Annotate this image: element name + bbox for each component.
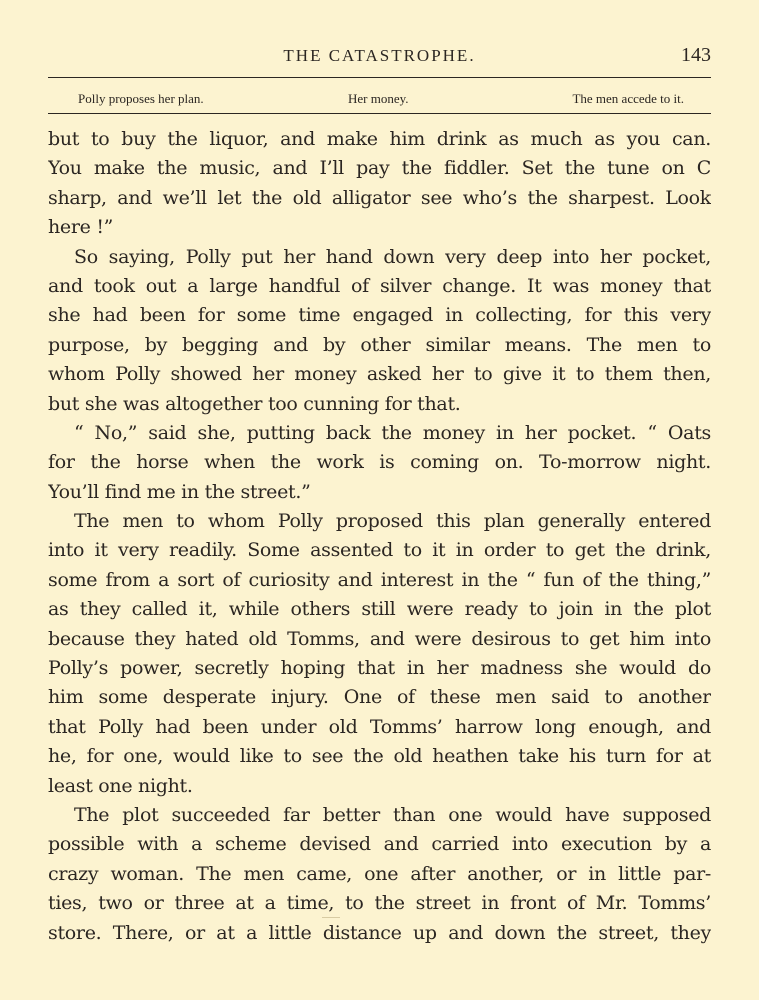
footer-mark [322, 917, 340, 918]
text-line: The plot succeeded far better than one would have supposed [74, 803, 711, 826]
text-line: because they hated old Tomms, and were desirous to get him into [48, 627, 711, 650]
text-line: You’ll find me in the street.” [48, 480, 311, 503]
text-line: and took out a large handful of silver change. It was money that [48, 274, 711, 297]
text-line: him some desperate injury. One of these men said to another [48, 686, 711, 709]
text-line: So saying, Polly put her hand down very deep into her pocket, [74, 245, 711, 268]
body-text [48, 125, 711, 948]
text-line: here !” [48, 216, 114, 239]
side-heading-plan: Polly proposes her plan. [78, 91, 204, 106]
text-line: but to buy the liquor, and make him drink as much as you can. [48, 128, 711, 150]
text-line: whom Polly showed her money asked her to give it to them then, [48, 363, 711, 386]
text-line: but she was altogether too cunning for that. [48, 392, 461, 415]
text-line: least one night. [48, 774, 193, 797]
text-line: crazy woman. The men came, one after another, or in little par- [48, 862, 711, 885]
text-line: store. There, or at a little distance up and down the street, they [48, 921, 711, 944]
text-line: sharp, and we’ll let the old alligator see who’s the sharpest. Look [48, 186, 711, 209]
text-line: You make the music, and I’ll pay the fiddler. Set the tune on C [48, 157, 711, 180]
text-line: “ No,” said she, putting back the money in her pocket. “ Oats [74, 421, 711, 444]
side-headings [78, 91, 684, 109]
text-line: he, for one, would like to see the old heathen take his turn for at [48, 745, 711, 768]
text-line: some from a sort of curiosity and interest in the “ fun of the thing,” [48, 568, 711, 591]
text-line: purpose, by begging and by other similar means. The men to [48, 333, 711, 356]
side-heading-money: Her money. [348, 91, 409, 106]
text-line: as they called it, while others still were ready to join in the plot [48, 598, 711, 621]
header-rule-bottom [48, 113, 711, 114]
text-line: she had been for some time engaged in collecting, for this very [48, 304, 711, 327]
text-line: Polly’s power, secretly hoping that in her madness she would do [48, 657, 711, 680]
running-title: THE CATASTROPHE. [283, 46, 476, 65]
header-rule-top [48, 77, 711, 78]
text-line: ties, two or three at a time, to the street in front of Mr. Tomms’ [48, 892, 711, 915]
text-line: possible with a scheme devised and carried into execution by a [48, 833, 711, 856]
page-number: 143 [681, 44, 711, 66]
text-line: for the horse when the work is coming on. To-morrow night. [48, 451, 711, 474]
text-line: The men to whom Polly proposed this plan generally entered [74, 510, 711, 533]
running-head [48, 46, 711, 70]
text-line: that Polly had been under old Tomms’ harrow long enough, and [48, 715, 711, 738]
text-line: into it very readily. Some assented to it in order to get the drink, [48, 539, 711, 562]
side-heading-men-accede: The men accede to it. [572, 91, 684, 106]
